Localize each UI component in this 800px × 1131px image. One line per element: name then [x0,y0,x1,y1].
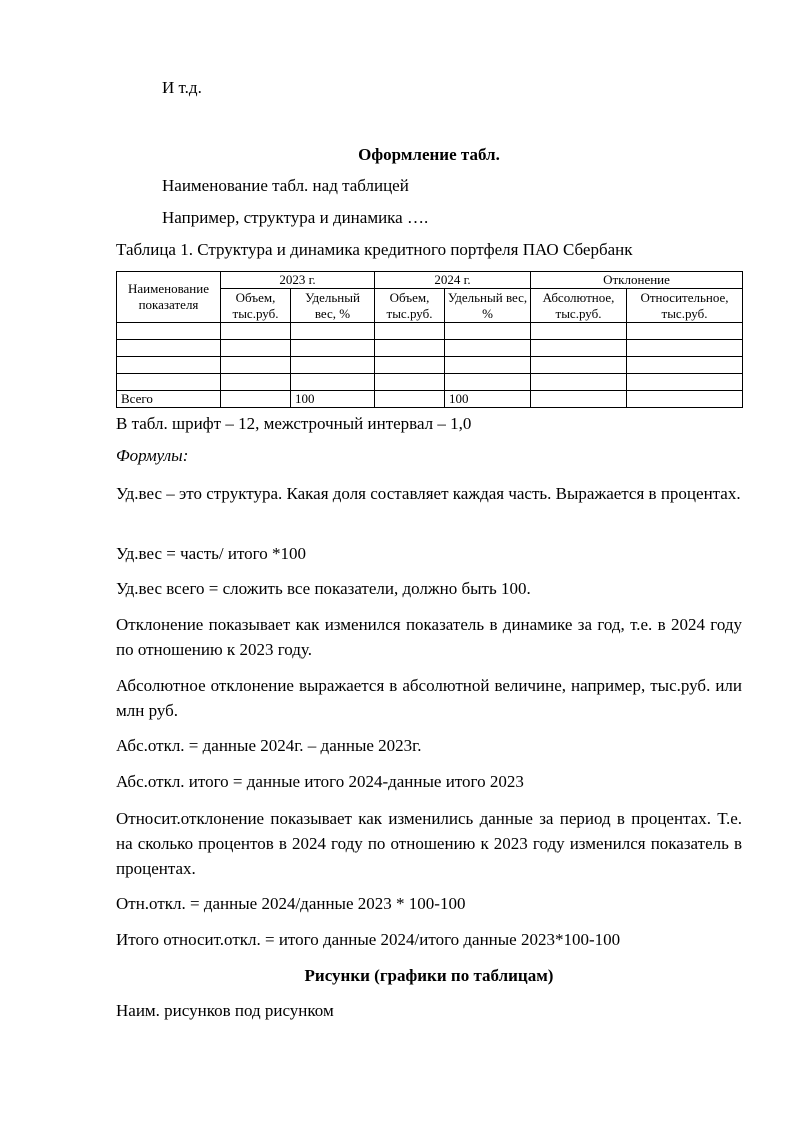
paragraph-absolute-total: Абс.откл. итого = данные итого 2024-данные итого 2023 [116,772,524,791]
table-row [117,357,743,374]
table-row [117,340,743,357]
etc-line: И т.д. [162,78,202,97]
header-absolute: Абсолютное, тыс.руб. [531,289,627,323]
formulas-label: Формулы: [116,446,189,465]
total-share-2023: 100 [291,391,375,408]
table-total-row [117,391,743,408]
paragraph-share-definition: Уд.вес – это структура. Какая доля составляет каждая часть. Выражается в процентах. [116,484,741,503]
portfolio-table [116,271,743,408]
heading-figures: Рисунки (графики по таблицам) [304,966,554,985]
table-header-row-1 [117,272,743,289]
header-volume-2024: Объем, тыс.руб. [375,289,445,323]
paragraph-absolute-definition: Абсолютное отклонение выражается в абсолютной величине, например, тыс.руб. или млн руб. [116,676,742,720]
total-label: Всего [117,391,221,408]
header-relative: Относительное, тыс.руб. [627,289,743,323]
total-share-2024: 100 [445,391,531,408]
table-name-rule: Наименование табл. над таблицей [162,176,409,195]
header-deviation: Отклонение [531,272,743,289]
header-name-col: Наименование показателя [117,272,221,323]
paragraph-deviation-definition: Отклонение показывает как изменился показатель в динамике за год, т.е. в 2024 году по отношению к 2023 году. [116,615,742,659]
table-caption: Таблица 1. Структура и динамика кредитного портфеля ПАО Сбербанк [116,240,633,259]
table-row [117,323,743,340]
font-rule: В табл. шрифт – 12, межстрочный интервал – 1,0 [116,414,472,433]
figure-name-rule: Наим. рисунков под рисунком [116,1001,334,1020]
header-share-2024: Удельный вес, % [445,289,531,323]
paragraph-share-total: Уд.вес всего = сложить все показатели, должно быть 100. [116,579,531,598]
header-year-2023: 2023 г. [221,272,375,289]
header-share-2023: Удельный вес, % [291,289,375,323]
paragraph-relative-definition: Относит.отклонение показывает как изменились данные за период в процентах. Т.е. на сколько процентов в 2024 году по отношению к 2023 году изменился показатель в процентах. [116,809,742,878]
heading-tables: Оформление табл. [358,145,500,164]
example-line: Например, структура и динамика …. [162,208,429,227]
paragraph-relative-formula: Отн.откл. = данные 2024/данные 2023 * 100-100 [116,894,466,913]
header-volume-2023: Объем, тыс.руб. [221,289,291,323]
header-year-2024: 2024 г. [375,272,531,289]
paragraph-share-formula: Уд.вес = часть/ итого *100 [116,544,306,563]
table-row [117,374,743,391]
paragraph-relative-total: Итого относит.откл. = итого данные 2024/итого данные 2023*100-100 [116,930,621,949]
paragraph-absolute-formula: Абс.откл. = данные 2024г. – данные 2023г. [116,736,422,755]
